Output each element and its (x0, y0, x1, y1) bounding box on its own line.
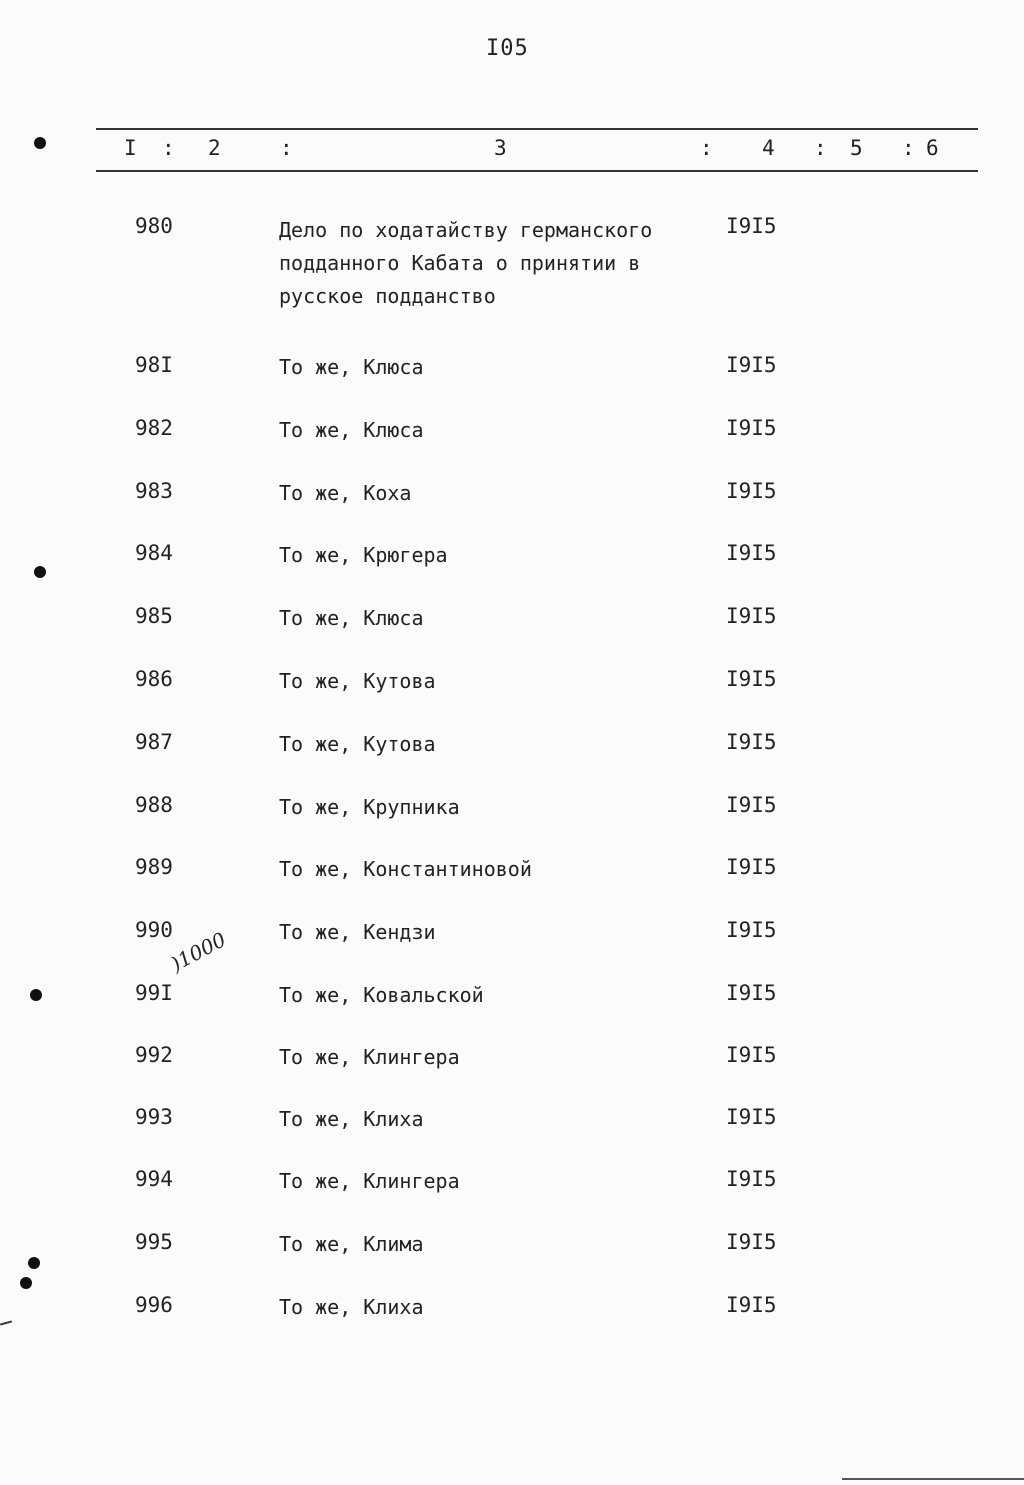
entry-year: I9I5 (726, 1230, 777, 1254)
entry-description: То же, Кутова (279, 732, 436, 756)
entry-number: 980 (135, 214, 173, 238)
column-header-4: 4 (762, 136, 775, 160)
column-separator: : (280, 136, 293, 160)
entry-description: То же, Клюса (279, 355, 424, 379)
entry-year: I9I5 (726, 793, 777, 817)
header-bottom-rule (96, 170, 978, 172)
entry-number: 98I (135, 353, 173, 377)
entry-description: То же, Клима (279, 1232, 424, 1256)
header-top-rule (96, 128, 978, 130)
entry-year: I9I5 (726, 730, 777, 754)
column-header-5: 5 (850, 136, 863, 160)
entry-number: 996 (135, 1293, 173, 1317)
entry-number: 990 (135, 918, 173, 942)
punch-hole (20, 1277, 32, 1289)
entry-number: 993 (135, 1105, 173, 1129)
entry-year: I9I5 (726, 416, 777, 440)
entry-number: 989 (135, 855, 173, 879)
entry-year: I9I5 (726, 479, 777, 503)
entry-description-line: Дело по ходатайству германского (279, 218, 653, 242)
entry-number: 987 (135, 730, 173, 754)
entry-year: I9I5 (726, 214, 777, 238)
punch-hole (34, 137, 46, 149)
entry-description: То же, Клингера (279, 1169, 460, 1193)
column-separator: : (902, 136, 915, 160)
entry-number: 99I (135, 981, 173, 1005)
column-separator: : (814, 136, 827, 160)
entry-year: I9I5 (726, 667, 777, 691)
entry-number: 992 (135, 1043, 173, 1067)
entry-year: I9I5 (726, 855, 777, 879)
entry-year: I9I5 (726, 1105, 777, 1129)
entry-year: I9I5 (726, 353, 777, 377)
entry-year: I9I5 (726, 1293, 777, 1317)
entry-description: То же, Клюса (279, 418, 424, 442)
entry-description: То же, Крупника (279, 795, 460, 819)
entry-number: 986 (135, 667, 173, 691)
entry-description: То же, Коха (279, 481, 412, 505)
column-header-1: I (124, 136, 137, 160)
entry-description (279, 214, 652, 313)
entry-year: I9I5 (726, 1167, 777, 1191)
entry-number: 984 (135, 541, 173, 565)
punch-hole (30, 989, 42, 1001)
margin-mark (0, 1320, 12, 1325)
corner-line (842, 1478, 1024, 1480)
entry-description: То же, Клингера (279, 1045, 460, 1069)
entry-number: 982 (135, 416, 173, 440)
entry-description-line: русское подданство (279, 284, 496, 308)
entry-description: То же, Клиха (279, 1107, 424, 1131)
entry-description: То же, Кендзи (279, 920, 436, 944)
column-separator: : (162, 136, 175, 160)
entry-year: I9I5 (726, 541, 777, 565)
punch-hole (28, 1257, 40, 1269)
column-header-2: 2 (208, 136, 221, 160)
entry-description: То же, Константиновой (279, 857, 532, 881)
entry-description-line: подданного Кабата о принятии в (279, 251, 641, 275)
entry-description: То же, Кутова (279, 669, 436, 693)
entry-year: I9I5 (726, 1043, 777, 1067)
entry-description: То же, Клюса (279, 606, 424, 630)
entry-description: То же, Крюгера (279, 543, 448, 567)
entry-number: 995 (135, 1230, 173, 1254)
entry-number: 988 (135, 793, 173, 817)
entry-year: I9I5 (726, 981, 777, 1005)
entry-description: То же, Ковальской (279, 983, 484, 1007)
entry-number: 985 (135, 604, 173, 628)
page-number: I05 (486, 36, 529, 61)
column-separator: : (700, 136, 713, 160)
column-header-3: 3 (494, 136, 507, 160)
entry-year: I9I5 (726, 918, 777, 942)
entry-description: То же, Клиха (279, 1295, 424, 1319)
entry-number: 994 (135, 1167, 173, 1191)
column-header-6: 6 (926, 136, 939, 160)
entry-year: I9I5 (726, 604, 777, 628)
entry-number: 983 (135, 479, 173, 503)
handwritten-note: )1000 (166, 927, 230, 976)
punch-hole (34, 566, 46, 578)
